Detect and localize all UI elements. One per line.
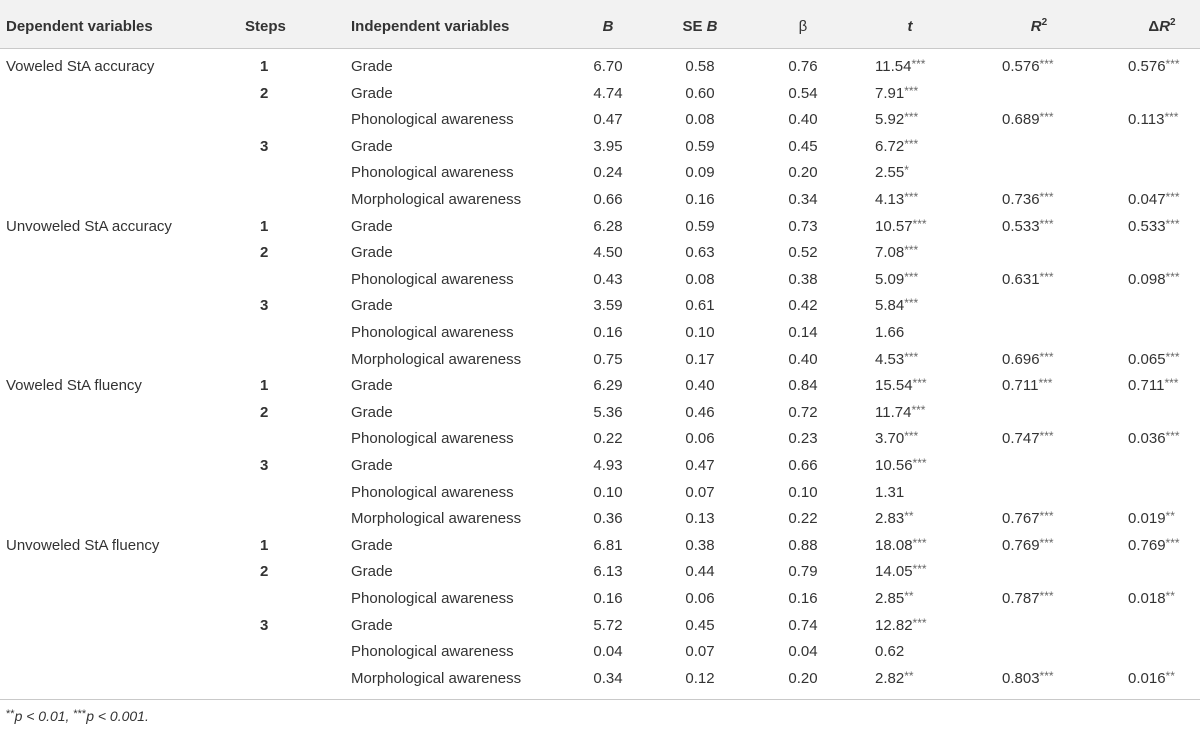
b-value: 0.24	[593, 164, 623, 181]
delta-r-squared-value: 0.016**	[1128, 669, 1175, 687]
independent-variable-label: Grade	[351, 617, 393, 634]
r-squared-value: 0.769***	[1002, 536, 1054, 554]
beta-value: 0.52	[788, 244, 818, 261]
r-squared-value: 0.803***	[1002, 669, 1054, 687]
step-number: 3	[260, 138, 269, 155]
t-value: 5.84***	[875, 296, 919, 314]
r-squared-value: 0.767***	[1002, 509, 1054, 527]
se-b-value: 0.07	[685, 643, 715, 660]
independent-variable-label: Morphological awareness	[351, 351, 522, 368]
b-value: 0.36	[593, 510, 623, 527]
header-divider	[0, 48, 1200, 49]
independent-variable-label: Grade	[351, 244, 393, 261]
se-b-value: 0.45	[685, 617, 715, 634]
step-number: 1	[260, 377, 269, 394]
t-value: 1.31	[875, 484, 905, 501]
t-value: 12.82***	[875, 616, 927, 634]
delta-r-squared-value: 0.098***	[1128, 270, 1180, 288]
r-squared-value: 0.696***	[1002, 350, 1054, 368]
independent-variable-label: Phonological awareness	[351, 484, 514, 501]
delta-r-squared-value: 0.576***	[1128, 57, 1180, 75]
r-squared-value: 0.631***	[1002, 270, 1054, 288]
b-value: 3.95	[593, 138, 623, 155]
beta-value: 0.73	[788, 218, 818, 235]
se-b-value: 0.47	[685, 457, 715, 474]
beta-value: 0.20	[788, 670, 818, 687]
se-b-value: 0.60	[685, 85, 715, 102]
se-b-value: 0.40	[685, 377, 715, 394]
se-b-value: 0.38	[685, 537, 715, 554]
se-b-value: 0.58	[685, 58, 715, 75]
r-squared-value: 0.689***	[1002, 110, 1054, 128]
b-value: 0.75	[593, 351, 623, 368]
delta-r-squared-value: 0.711***	[1128, 376, 1179, 394]
header-r-squared: $R^2$	[1030, 17, 1048, 35]
step-number: 3	[260, 617, 269, 634]
se-b-value: 0.16	[685, 191, 715, 208]
se-b-value: 0.44	[685, 563, 715, 580]
beta-value: 0.16	[788, 590, 818, 607]
header-delta-r-squared: $\Delta R^2$	[1148, 17, 1176, 35]
independent-variable-label: Grade	[351, 563, 393, 580]
t-value: 15.54***	[875, 376, 927, 394]
se-b-value: 0.07	[685, 484, 715, 501]
r-squared-value: 0.736***	[1002, 190, 1054, 208]
b-value: 3.59	[593, 297, 623, 314]
delta-r-squared-value: 0.047***	[1128, 190, 1180, 208]
independent-variable-label: Phonological awareness	[351, 271, 514, 288]
b-value: 0.22	[593, 430, 623, 447]
delta-r-squared-value: 0.113***	[1128, 110, 1179, 128]
b-value: 0.66	[593, 191, 623, 208]
b-value: 4.93	[593, 457, 623, 474]
beta-value: 0.66	[788, 457, 818, 474]
step-number: 2	[260, 85, 269, 102]
t-value: 14.05***	[875, 562, 927, 580]
step-number: 1	[260, 218, 269, 235]
header-dependent-variables: Dependent variables	[6, 18, 153, 35]
independent-variable-label: Phonological awareness	[351, 324, 514, 341]
beta-value: 0.23	[788, 430, 818, 447]
r-squared-value: 0.576***	[1002, 57, 1054, 75]
independent-variable-label: Grade	[351, 537, 393, 554]
independent-variable-label: Morphological awareness	[351, 191, 522, 208]
b-value: 0.16	[593, 324, 623, 341]
step-number: 3	[260, 457, 269, 474]
table-header	[0, 0, 1200, 48]
beta-value: 0.34	[788, 191, 818, 208]
beta-value: 0.79	[788, 563, 818, 580]
beta-value: 0.54	[788, 85, 818, 102]
t-value: 2.85**	[875, 589, 914, 607]
t-value: 2.83**	[875, 509, 914, 527]
se-b-value: 0.17	[685, 351, 715, 368]
b-value: 0.10	[593, 484, 623, 501]
beta-value: 0.84	[788, 377, 818, 394]
se-b-value: 0.10	[685, 324, 715, 341]
b-value: 6.81	[593, 537, 623, 554]
beta-value: 0.74	[788, 617, 818, 634]
independent-variable-label: Grade	[351, 218, 393, 235]
beta-value: 0.10	[788, 484, 818, 501]
b-value: 4.74	[593, 85, 623, 102]
independent-variable-label: Grade	[351, 58, 393, 75]
se-b-value: 0.06	[685, 590, 715, 607]
r-squared-value: 0.747***	[1002, 429, 1054, 447]
dependent-variable-label: Unvoweled StA fluency	[6, 537, 160, 554]
t-value: 1.66	[875, 324, 905, 341]
b-value: 0.43	[593, 271, 623, 288]
r-squared-value: 0.533***	[1002, 217, 1054, 235]
independent-variable-label: Morphological awareness	[351, 510, 522, 527]
b-value: 0.47	[593, 111, 623, 128]
independent-variable-label: Phonological awareness	[351, 164, 514, 181]
t-value: 7.91***	[875, 84, 919, 102]
delta-r-squared-value: 0.018**	[1128, 589, 1175, 607]
b-value: 0.04	[593, 643, 623, 660]
step-number: 2	[260, 563, 269, 580]
independent-variable-label: Phonological awareness	[351, 590, 514, 607]
t-value: 2.82**	[875, 669, 914, 687]
beta-value: 0.72	[788, 404, 818, 421]
se-b-value: 0.13	[685, 510, 715, 527]
step-number: 3	[260, 297, 269, 314]
se-b-value: 0.63	[685, 244, 715, 261]
independent-variable-label: Grade	[351, 404, 393, 421]
independent-variable-label: Morphological awareness	[351, 670, 522, 687]
b-value: 5.36	[593, 404, 623, 421]
t-value: 10.56***	[875, 456, 927, 474]
delta-r-squared-value: 0.036***	[1128, 429, 1180, 447]
step-number: 1	[260, 58, 269, 75]
b-value: 0.34	[593, 670, 623, 687]
r-squared-value: 0.787***	[1002, 589, 1054, 607]
b-value: 6.29	[593, 377, 623, 394]
beta-value: 0.22	[788, 510, 818, 527]
t-value: 5.09***	[875, 270, 919, 288]
se-b-value: 0.09	[685, 164, 715, 181]
independent-variable-label: Grade	[351, 297, 393, 314]
delta-r-squared-value: 0.065***	[1128, 350, 1180, 368]
independent-variable-label: Phonological awareness	[351, 643, 514, 660]
se-b-value: 0.12	[685, 670, 715, 687]
beta-value: 0.76	[788, 58, 818, 75]
header-beta: β	[798, 18, 808, 35]
independent-variable-label: Phonological awareness	[351, 111, 514, 128]
header-steps: Steps	[245, 18, 286, 35]
b-value: 6.70	[593, 58, 623, 75]
header-b: B	[602, 18, 614, 35]
delta-r-squared-value: 0.019**	[1128, 509, 1175, 527]
delta-r-squared-value: 0.769***	[1128, 536, 1180, 554]
t-value: 4.53***	[875, 350, 919, 368]
t-value: 5.92***	[875, 110, 919, 128]
b-value: 6.13	[593, 563, 623, 580]
t-value: 11.54***	[875, 57, 926, 75]
independent-variable-label: Grade	[351, 85, 393, 102]
t-value: 10.57***	[875, 217, 927, 235]
beta-value: 0.40	[788, 111, 818, 128]
beta-value: 0.40	[788, 351, 818, 368]
beta-value: 0.20	[788, 164, 818, 181]
step-number: 1	[260, 537, 269, 554]
b-value: 0.16	[593, 590, 623, 607]
se-b-value: 0.08	[685, 111, 715, 128]
se-b-value: 0.59	[685, 218, 715, 235]
beta-value: 0.42	[788, 297, 818, 314]
se-b-value: 0.06	[685, 430, 715, 447]
header-se-b: SE B	[682, 18, 718, 35]
b-value: 5.72	[593, 617, 623, 634]
dependent-variable-label: Voweled StA accuracy	[6, 58, 155, 75]
beta-value: 0.88	[788, 537, 818, 554]
beta-value: 0.45	[788, 138, 818, 155]
independent-variable-label: Grade	[351, 377, 393, 394]
header-independent-variables: Independent variables	[351, 18, 510, 35]
step-number: 2	[260, 244, 269, 261]
header-t: t	[907, 18, 913, 35]
independent-variable-label: Grade	[351, 457, 393, 474]
bottom-rule	[0, 699, 1200, 700]
b-value: 4.50	[593, 244, 623, 261]
beta-value: 0.04	[788, 643, 818, 660]
independent-variable-label: Phonological awareness	[351, 430, 514, 447]
se-b-value: 0.46	[685, 404, 715, 421]
dependent-variable-label: Voweled StA fluency	[6, 377, 142, 394]
delta-r-squared-value: 0.533***	[1128, 217, 1180, 235]
se-b-value: 0.61	[685, 297, 715, 314]
t-value: 4.13***	[875, 190, 919, 208]
independent-variable-label: Grade	[351, 138, 393, 155]
se-b-value: 0.08	[685, 271, 715, 288]
se-b-value: 0.59	[685, 138, 715, 155]
t-value: 0.62	[875, 643, 905, 660]
beta-value: 0.14	[788, 324, 818, 341]
t-value: 18.08***	[875, 536, 927, 554]
r-squared-value: 0.711***	[1002, 376, 1053, 394]
t-value: 6.72***	[875, 137, 919, 155]
b-value: 6.28	[593, 218, 623, 235]
t-value: 2.55*	[875, 163, 909, 181]
t-value: 7.08***	[875, 243, 919, 261]
footnote: **p < 0.01, ***p < 0.001.	[6, 708, 149, 724]
t-value: 11.74***	[875, 403, 926, 421]
step-number: 2	[260, 404, 269, 421]
t-value: 3.70***	[875, 429, 919, 447]
beta-value: 0.38	[788, 271, 818, 288]
dependent-variable-label: Unvoweled StA accuracy	[6, 218, 172, 235]
